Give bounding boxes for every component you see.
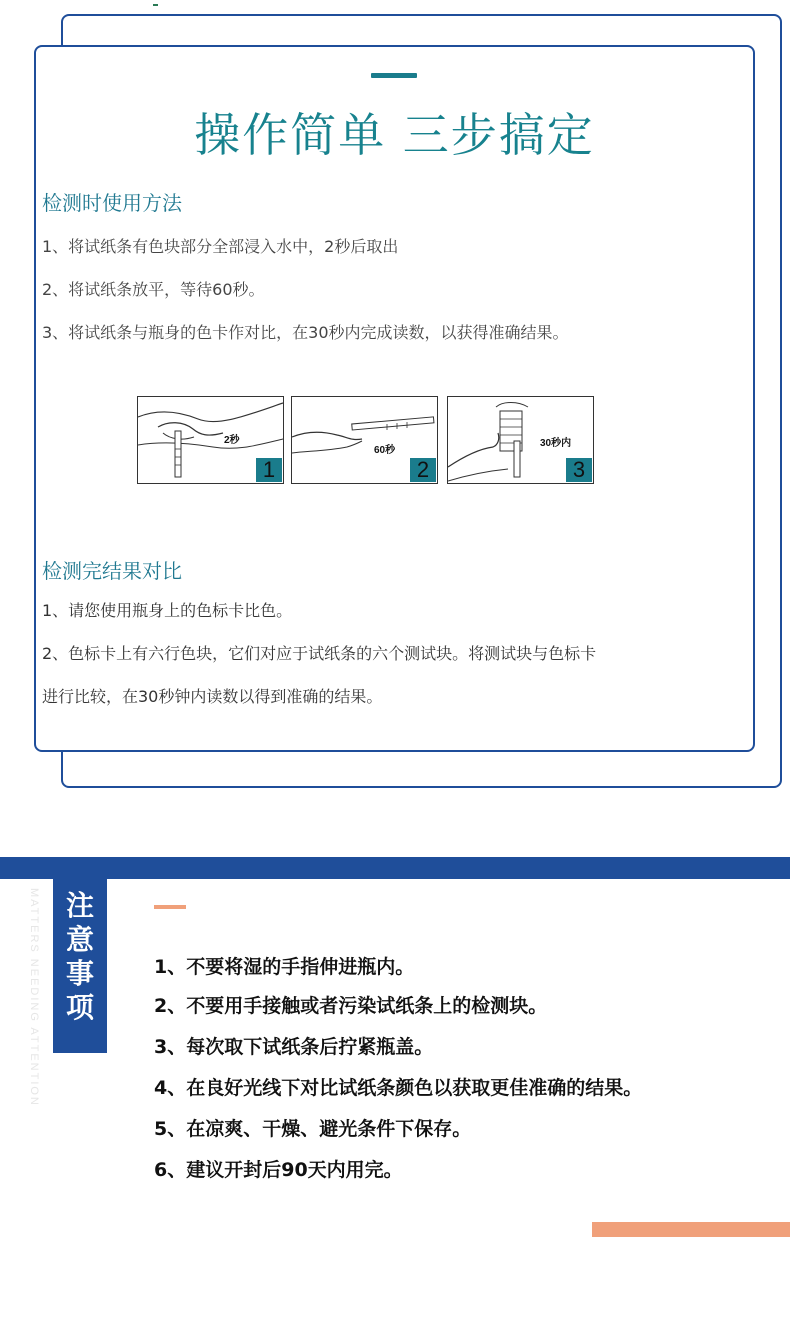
- notes-tab-label: 注意事项: [65, 889, 94, 1024]
- footer-accent-bar: [592, 1222, 790, 1237]
- step-illustration-3: [447, 396, 594, 484]
- panel-caption-3: 30秒内: [540, 438, 572, 449]
- step-illustration-1: [137, 396, 284, 484]
- note-item-4: 4、在良好光线下对比试纸条颜色以获取更佳准确的结果。: [154, 1077, 643, 1099]
- notes-tab: [53, 879, 107, 1053]
- step-1: 1、将试纸条有色块部分全部浸入水中，2秒后取出: [42, 237, 399, 256]
- panel-number-3: 3: [566, 458, 592, 482]
- panel-caption-1: 2秒: [224, 435, 240, 446]
- panel-number-2: 2: [410, 458, 436, 482]
- note-item-1: 1、不要将湿的手指伸进瓶内。: [154, 956, 415, 978]
- note-item-6: 6、建议开封后90天内用完。: [154, 1159, 403, 1181]
- note-item-5: 5、在凉爽、干燥、避光条件下保存。: [154, 1118, 472, 1140]
- notes-watermark: MATTERS NEEDING ATTENTION: [28, 888, 40, 1107]
- step-illustration-2: [291, 396, 438, 484]
- result-line-2: 2、色标卡上有六行色块，它们对应于试纸条的六个测试块。将测试块与色标卡: [42, 644, 597, 663]
- notes-header-band: [0, 857, 790, 879]
- panel-number-1: 1: [256, 458, 282, 482]
- result-heading: 检测完结果对比: [42, 559, 182, 583]
- panel-caption-2: 60秒: [374, 445, 396, 456]
- page-title: 操作简单 三步搞定: [194, 108, 595, 162]
- step-2: 2、将试纸条放平，等待60秒。: [42, 280, 265, 299]
- result-line-3: 进行比较，在30秒钟内读数以得到准确的结果。: [42, 687, 383, 706]
- notes-accent-dash: [154, 905, 186, 909]
- step-3: 3、将试纸条与瓶身的色卡作对比，在30秒内完成读数，以获得准确结果。: [42, 323, 569, 342]
- top-decoration-dash: [153, 4, 158, 6]
- usage-card: [34, 45, 755, 752]
- result-line-1: 1、请您使用瓶身上的色标卡比色。: [42, 601, 293, 620]
- method-heading: 检测时使用方法: [42, 191, 182, 215]
- note-item-2: 2、不要用手接触或者污染试纸条上的检测块。: [154, 995, 548, 1017]
- title-accent-bar: [371, 73, 417, 78]
- note-item-3: 3、每次取下试纸条后拧紧瓶盖。: [154, 1036, 434, 1058]
